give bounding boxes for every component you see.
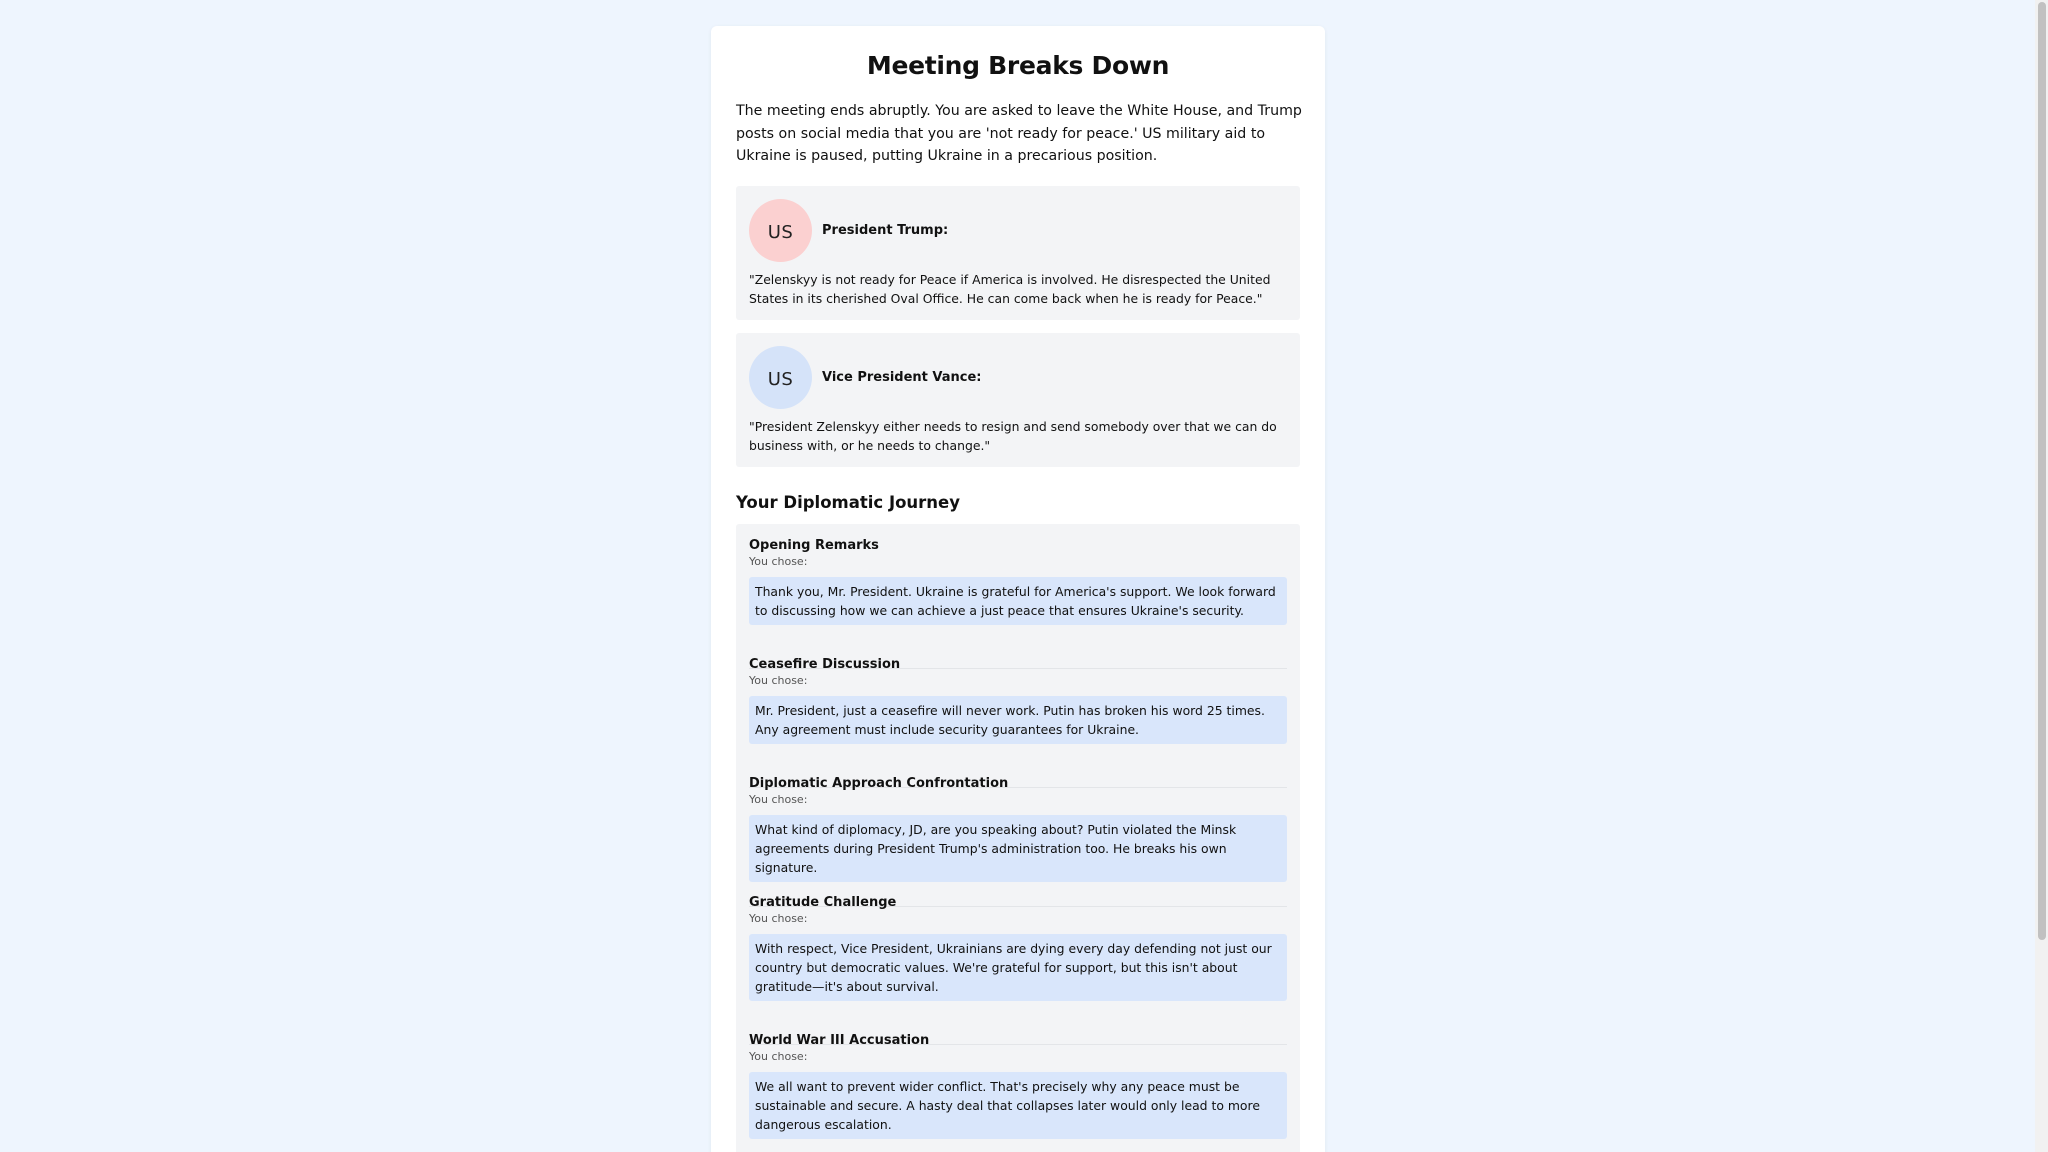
quote-vance (736, 333, 1300, 467)
quote-text: "Zelenskyy is not ready for Peace if America is involved. He disrespected the United States in its cherished Oval Office. He can come back when he is ready for Peace." (749, 272, 1271, 306)
journey-list (736, 524, 1300, 1152)
chosen-response: We all want to prevent wider conflict. That's precisely why any peace must be sustainable and secure. A hasty deal that collapses later would only lead to more dangerous escalation. (749, 1072, 1287, 1139)
step-title: Gratitude Challenge (749, 895, 897, 910)
quote-trump (736, 186, 1300, 320)
avatar (749, 199, 812, 262)
page-title: Meeting Breaks Down (866, 51, 1170, 80)
avatar-label: US (767, 222, 794, 243)
chosen-response: Thank you, Mr. President. Ukraine is grateful for America's support. We look forward to discussing how we can achieve a just peace that ensures Ukraine's security. (749, 577, 1287, 625)
avatar-label: US (767, 369, 794, 390)
speaker-name: Vice President Vance: (822, 370, 982, 385)
step-label: You chose: (749, 912, 808, 925)
step-label: You chose: (749, 674, 808, 687)
step-label: You chose: (749, 793, 808, 806)
step-title: Opening Remarks (749, 538, 879, 553)
chosen-response: Mr. President, just a ceasefire will never work. Putin has broken his word 25 times. Any agreement must include security guarantees for Ukraine. (749, 696, 1287, 744)
chosen-response: What kind of diplomacy, JD, are you speaking about? Putin violated the Minsk agreements during President Trump's administration too. He breaks his own signature. (749, 815, 1287, 882)
journey-title: Your Diplomatic Journey (736, 493, 960, 512)
step-title: Ceasefire Discussion (749, 657, 901, 672)
step-label: You chose: (749, 555, 808, 568)
step-label: You chose: (749, 1050, 808, 1063)
step-title: Diplomatic Approach Confrontation (749, 776, 1009, 791)
avatar (749, 346, 812, 409)
scrollbar-thumb[interactable] (2038, 2, 2046, 940)
step-title: World War III Accusation (749, 1033, 930, 1048)
intro-text: The meeting ends abruptly. You are asked to leave the White House, and Trump posts on social media that you are 'not ready for peace.' US military aid to Ukraine is paused, putting Ukraine in a precarious position. (736, 103, 1302, 164)
result-card (711, 26, 1325, 1152)
quote-text: "President Zelenskyy either needs to resign and send somebody over that we can do business with, or he needs to change." (749, 419, 1277, 453)
chosen-response: With respect, Vice President, Ukrainians are dying every day defending not just our country but democratic values. We're grateful for support, but this isn't about gratitude—it's about survival. (749, 934, 1287, 1001)
vertical-scrollbar[interactable] (2035, 0, 2048, 1152)
speaker-name: President Trump: (822, 223, 949, 238)
